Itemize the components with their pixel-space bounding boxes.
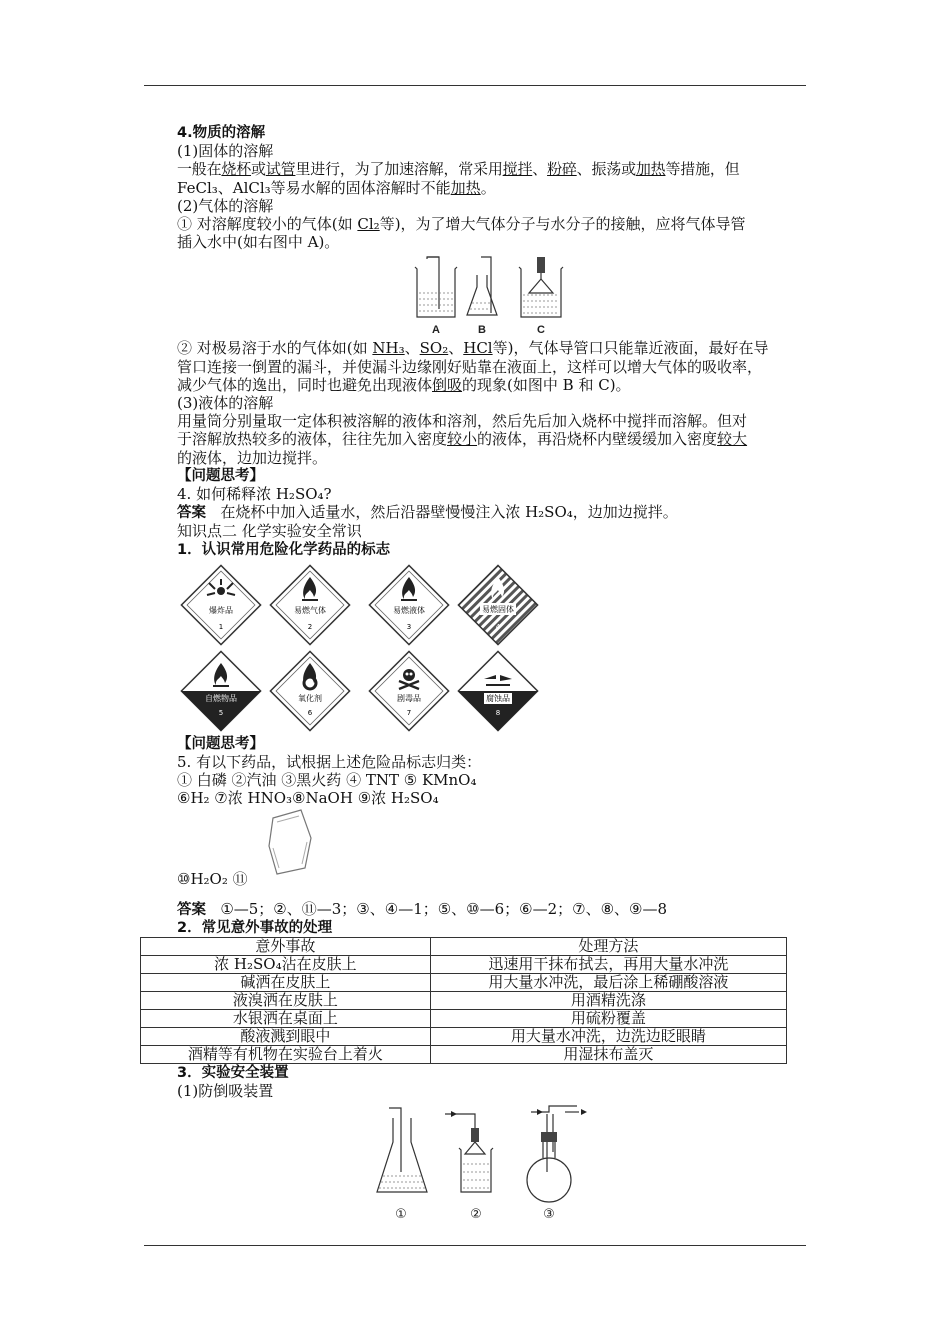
spontaneous-combustion-sign-icon xyxy=(179,649,263,733)
answer-4: 答案 在烧杯中加入适量水，然后沿器壁慢慢注入浓 H₂SO₄，边加边搅拌。 xyxy=(177,503,678,522)
explosive-sign-icon xyxy=(179,563,263,647)
svg-text:1: 1 xyxy=(218,622,224,631)
gas-paragraph2-line1: ② 对极易溶于水的气体如(如 NH₃、SO₂、HCl等)，气体导管口只能靠近液面，最好在导 xyxy=(177,339,769,358)
question-5-items-line2: ⑥H₂ ⑦浓 HNO₃⑧NaOH ⑨浓 H₂SO₄ xyxy=(177,789,439,808)
svg-text:4: 4 xyxy=(495,622,501,631)
gas-paragraph1-line1: ① 对溶解度较小的气体(如 Cl₂等)，为了增大气体分子与水分子的接触，应将气体导管 xyxy=(177,215,746,234)
svg-text:7: 7 xyxy=(406,708,412,717)
accident-table xyxy=(140,937,787,1064)
question-5: 5. 有以下药品，试根据上述危险品标志归类： xyxy=(177,753,482,772)
solid-title: (1)固体的溶解 xyxy=(177,142,274,161)
flammable-gas-sign-icon xyxy=(268,563,352,647)
question-tag: 【问题思考】 xyxy=(177,467,264,484)
table-row: 浓 H₂SO₄沾在皮肤上 迅速用干抹布拭去，再用大量水冲洗 xyxy=(141,956,787,974)
table-header-row: 意外事故 处理方法 xyxy=(141,938,787,956)
knowledge-point-2-title: 知识点二 化学实验安全常识 xyxy=(177,522,362,541)
liquid-paragraph-line1: 用量筒分别量取一定体积被溶解的液体和溶剂，然后先后加入烧杯中搅拌而溶解。但对 xyxy=(177,412,748,431)
device-label-1: ① xyxy=(395,1207,407,1223)
svg-text:易燃固体: 易燃固体 xyxy=(482,604,514,614)
svg-text:爆炸品: 爆炸品 xyxy=(209,605,233,615)
liquid-title: (3)液体的溶解 xyxy=(177,394,274,413)
hazard-signs-title: 1．认识常用危险化学药品的标志 xyxy=(177,541,391,558)
fig-label-a: A xyxy=(432,324,440,337)
section-heading: 4.物质的溶解 xyxy=(177,125,266,141)
accidents-title: 2．常见意外事故的处理 xyxy=(177,919,333,936)
svg-text:自燃物品: 自燃物品 xyxy=(205,693,237,703)
header-rule xyxy=(144,85,806,86)
table-row: 酒精等有机物在实验台上着火 用湿抹布盖灭 xyxy=(141,1046,787,1064)
table-row: 水银洒在桌面上 用硫粉覆盖 xyxy=(141,1010,787,1028)
fig-label-b: B xyxy=(478,324,486,337)
answer-5: 答案 ①—5；②、⑪—3；③、④—1；⑤、⑩—6；⑥—2；⑦、⑧、⑨—8 xyxy=(177,899,668,918)
fig-label-c: C xyxy=(537,324,545,337)
gas-paragraph1-line2: 插入水中(如右图中 A)。 xyxy=(177,233,340,252)
svg-text:易燃液体: 易燃液体 xyxy=(393,605,425,615)
solid-paragraph-line1: 一般在烧杯或试管里进行，为了加速溶解，常采用搅拌、粉碎、振荡或加热等措施，但 xyxy=(177,160,740,179)
hazard-signs-grid xyxy=(177,559,817,735)
liquid-paragraph-line2: 于溶解放热较多的液体，往往先加入密度较小的液体，再沿烧杯内壁缓缓加入密度较大 xyxy=(177,430,748,449)
gas-paragraph2-line2: 管口连接一倒置的漏斗，并使漏斗边缘刚好贴靠在液面上，这样可以增大气体的吸收率， xyxy=(177,357,763,376)
table-row: 碱洒在皮肤上 用大量水冲洗，最后涂上稀硼酸溶液 xyxy=(141,974,787,992)
anti-suckback-title: (1)防倒吸装置 xyxy=(177,1082,274,1101)
question-5-items-line1: ① 白磷 ②汽油 ③黑火药 ④ TNT ⑤ KMnO₄ xyxy=(177,771,477,790)
gas-paragraph2-line3: 减少气体的逸出，同时也避免出现液体倒吸的现象(如图中 B 和 C)。 xyxy=(177,375,631,394)
oxidizer-sign-icon xyxy=(268,649,352,733)
svg-text:3: 3 xyxy=(406,622,412,631)
table-row: 酸液溅到眼中 用大量水冲洗，边洗边眨眼睛 xyxy=(141,1028,787,1046)
anti-suckback-figure xyxy=(373,1102,633,1224)
safety-devices-title: 3．实验安全装置 xyxy=(177,1065,289,1082)
table-row: 液溴洒在皮肤上 用酒精洗涤 xyxy=(141,992,787,1010)
svg-text:5: 5 xyxy=(218,708,224,717)
flammable-liquid-sign-icon xyxy=(367,563,451,647)
svg-text:腐蚀品: 腐蚀品 xyxy=(486,693,510,703)
svg-text:氧化剂: 氧化剂 xyxy=(298,693,322,703)
document-body xyxy=(177,124,817,1224)
svg-text:剧毒品: 剧毒品 xyxy=(397,693,421,703)
liquid-paragraph-line3: 的液体，边加边搅拌。 xyxy=(177,448,328,467)
benzene-ring-icon xyxy=(265,808,315,878)
question-tag-2: 【问题思考】 xyxy=(177,735,264,752)
svg-text:8: 8 xyxy=(495,708,501,717)
solid-paragraph-line2: FeCl₃、AlCl₃等易水解的固体溶解时不能加热。 xyxy=(177,178,496,197)
svg-text:6: 6 xyxy=(307,708,313,717)
svg-text:易燃气体: 易燃气体 xyxy=(294,605,326,615)
corrosive-sign-icon xyxy=(456,649,540,733)
question-5-items-line3: ⑩H₂O₂ ⑪ xyxy=(177,808,817,896)
gas-absorption-figure xyxy=(409,253,589,337)
toxic-sign-icon xyxy=(367,649,451,733)
question-4: 4. 如何稀释浓 H₂SO₄? xyxy=(177,485,332,504)
svg-text:2: 2 xyxy=(307,622,313,631)
gas-title: (2)气体的溶解 xyxy=(177,196,274,215)
flammable-solid-sign-icon xyxy=(456,563,540,647)
footer-rule xyxy=(144,1245,806,1246)
device-label-3: ③ xyxy=(543,1207,555,1223)
device-label-2: ② xyxy=(470,1207,482,1223)
